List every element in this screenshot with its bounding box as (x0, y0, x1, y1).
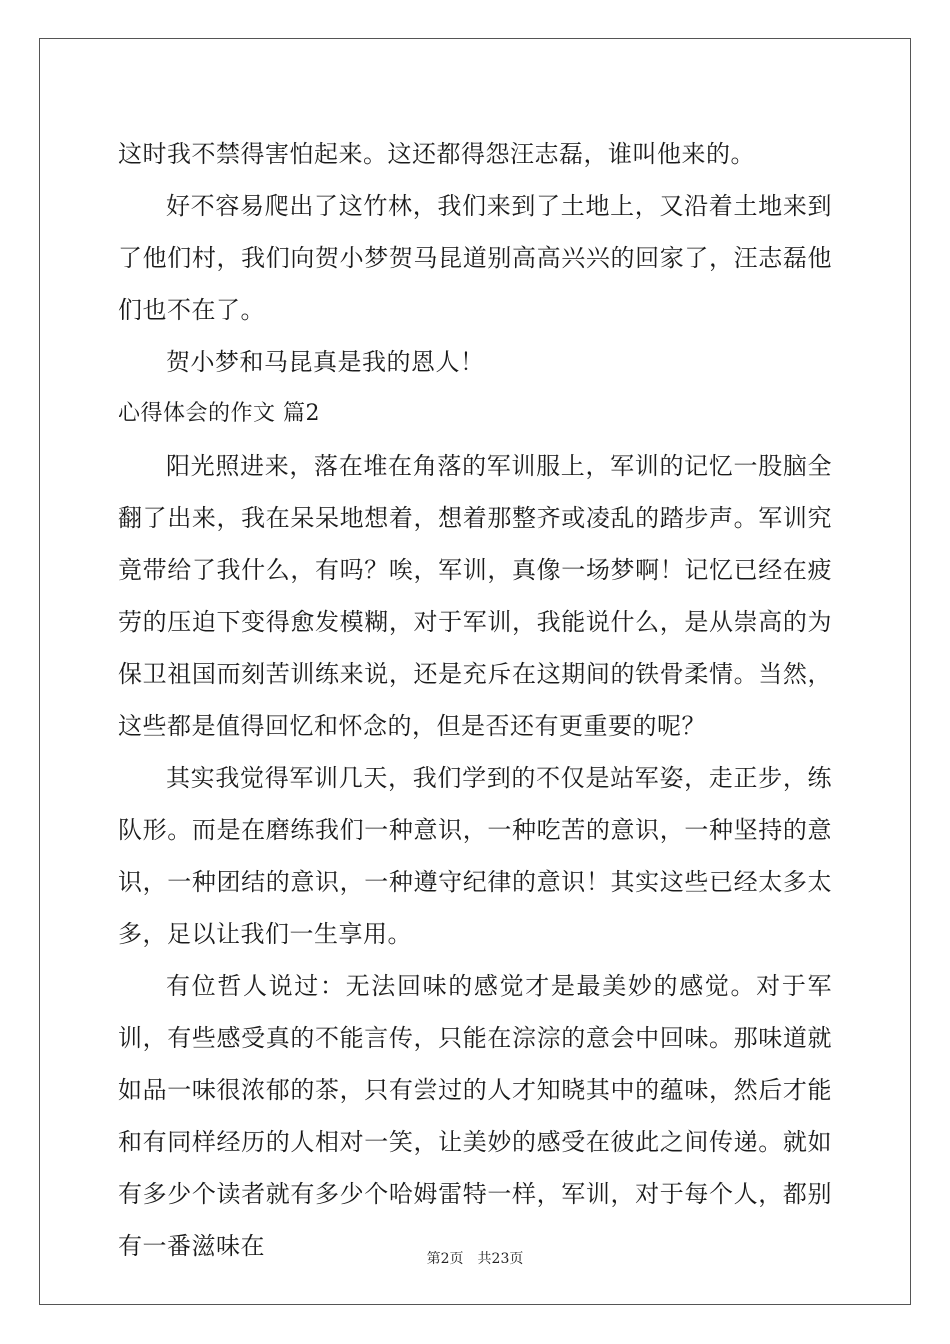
paragraph-6: 有位哲人说过：无法回味的感觉才是最美妙的感觉。对于军训，有些感受真的不能言传，只能在淙淙的意会中回味。那味道就如品一味很浓郁的茶，只有尝过的人才知晓其中的蕴味，然后才能和有同样经历的人相对一笑，让美妙的感受在彼此之间传递。就如有多少个读者就有多少个哈姆雷特一样，军训，对于每个人，都别有一番滋味在 (118, 972, 832, 1260)
paragraph-1: 这时我不禁得害怕起来。这还都得怨汪志磊，谁叫他来的。 (118, 140, 755, 168)
page-footer (0, 1248, 950, 1268)
paragraph-5: 其实我觉得军训几天，我们学到的不仅是站军姿，走正步，练队形。而是在磨练我们一种意识，一种吃苦的意识，一种坚持的意识，一种团结的意识，一种遵守纪律的意识！其实这些已经太多太多，足以让我们一生享用。 (118, 764, 832, 948)
paragraph-4: 阳光照进来，落在堆在角落的军训服上，军训的记忆一股脑全翻了出来，我在呆呆地想着，想着那整齐或凌乱的踏步声。军训究竟带给了我什么，有吗？唉，军训，真像一场梦啊！记忆已经在疲劳的压迫下变得愈发模糊，对于军训，我能说什么，是从崇高的为保卫祖国而刻苦训练来说，还是充斥在这期间的铁骨柔情。当然，这些都是值得回忆和怀念的，但是否还有更重要的呢？ (118, 452, 832, 740)
total-page-count: 共23页 (477, 1251, 524, 1267)
section-title: 心得体会的作文 篇2 (118, 401, 320, 426)
document-body (118, 128, 832, 1272)
paragraph-3: 贺小梦和马昆真是我的恩人！ (166, 348, 485, 376)
current-page-number: 第2页 (426, 1251, 464, 1267)
paragraph-2: 好不容易爬出了这竹林，我们来到了土地上，又沿着土地来到了他们村，我们向贺小梦贺马昆道别高高兴兴的回家了，汪志磊他们也不在了。 (118, 192, 832, 324)
